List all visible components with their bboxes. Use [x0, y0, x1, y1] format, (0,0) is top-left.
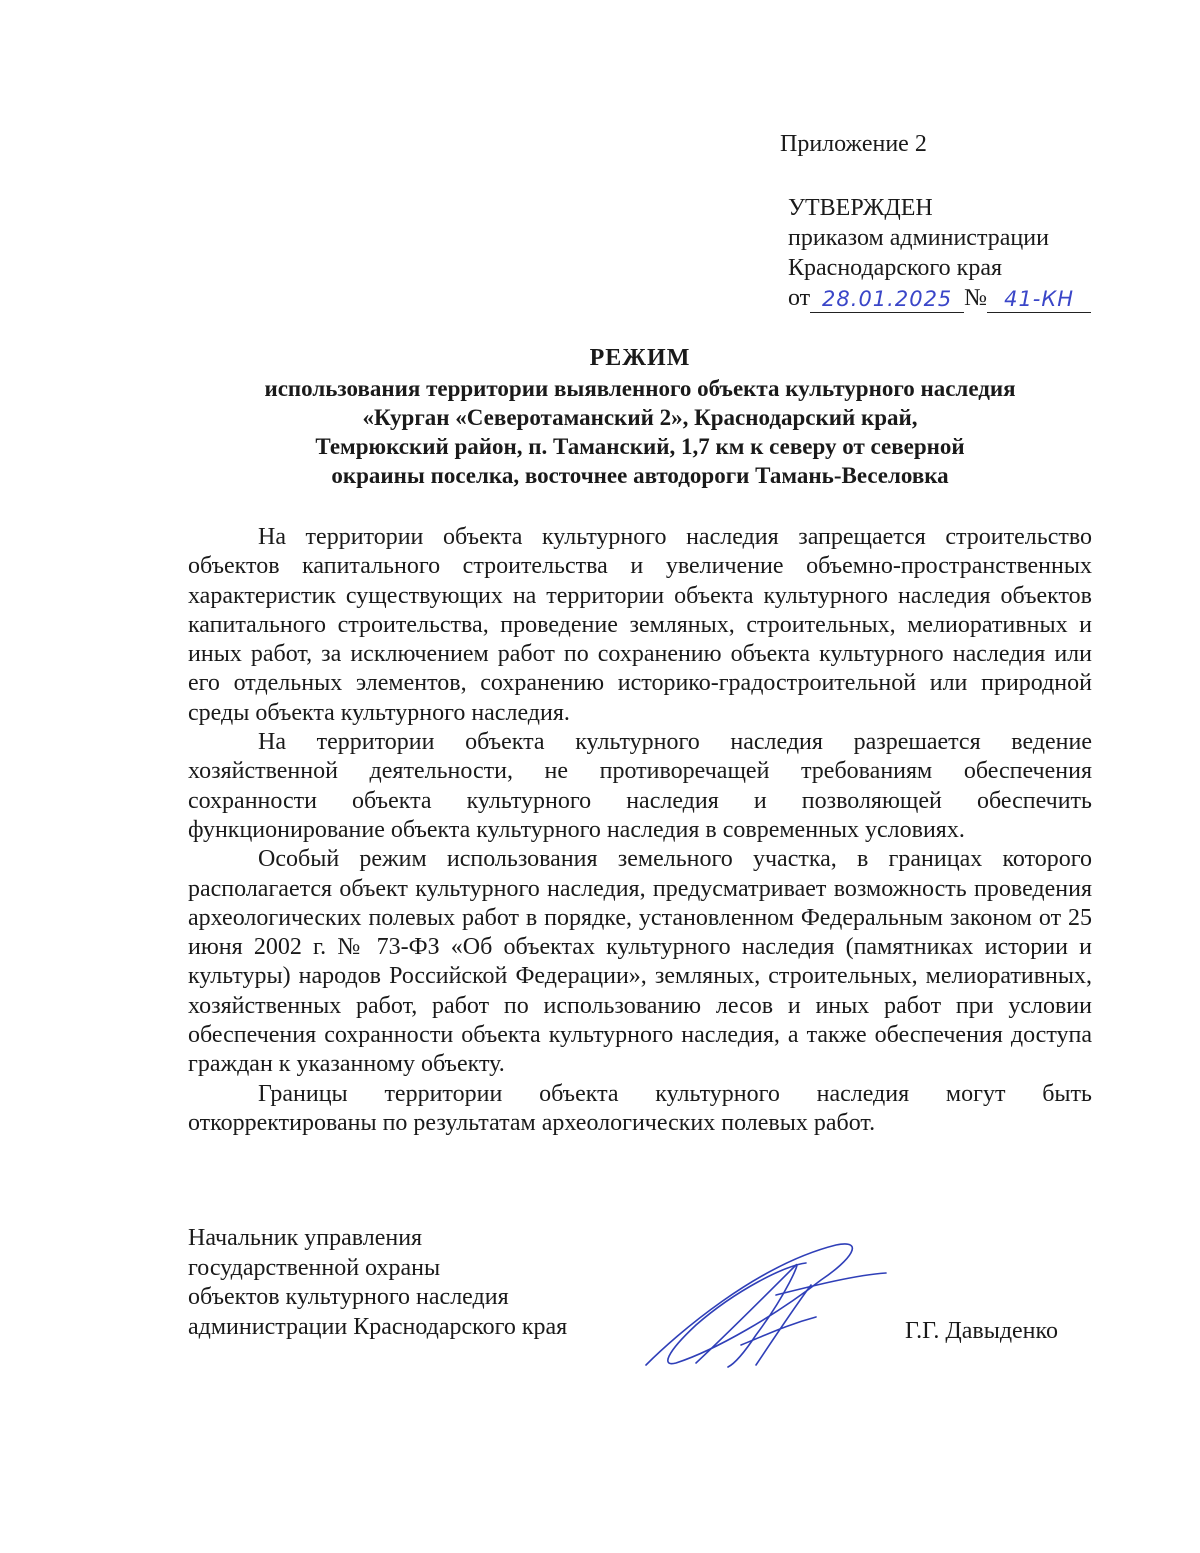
body-paragraph: Особый режим использования земельного участка, в границах которого располагается объект культурного наследия, предусматривает возможность проведения археологических полевых работ в порядке, установленном Федеральным законом от 25 июня 2002 г. № 73-ФЗ «Об объектах культурного наследия (памятниках истории и культуры) народов Российской Федерации», земляных, строительных, мелиоративных, хозяйственных работ, работ по использованию лесов и иных работ при условии обеспечения сохранности объекта культурного наследия, а также обеспечения доступа граждан к указанному объекту. [188, 846, 1092, 1078]
document-title [188, 344, 1092, 490]
signatory-position [188, 1224, 567, 1342]
handwritten-signature [636, 1225, 896, 1375]
signer-name: Г.Г. Давыденко [905, 1318, 1058, 1344]
approval-number-label: № [964, 285, 988, 311]
signatory-line: государственной охраны [188, 1254, 441, 1281]
body-paragraph: На территории объекта культурного наследия запрещается строительство объектов капитального строительства и увеличение объемно-пространственных характеристик существующих на территории объекта культурного наследия объектов капитального строительства, проведение земляных, строительных, мелиоративных и иных работ, за исключением работ по сохранению объекта культурного наследия или его отдельных элементов, сохранению историко-градостроительной или природной среды объекта культурного наследия. [188, 524, 1092, 726]
title-line: окраины поселка, восточнее автодороги Тамань-Веселовка [331, 463, 949, 488]
signatory-line: Начальник управления [188, 1225, 423, 1251]
approval-date-handwritten: 28.01.2025 [810, 286, 964, 313]
body-paragraph: Границы территории объекта культурного наследия могут быть откорректированы по результатам археологических полевых работ. [188, 1080, 1092, 1136]
approval-order-text: приказом администрации [788, 225, 1049, 251]
approval-number-handwritten: 41-КН [987, 286, 1091, 313]
title-line: Темрюкский район, п. Таманский, 1,7 км к северу от северной [315, 434, 965, 459]
signatory-line: объектов культурного наследия [188, 1284, 509, 1310]
document-body [188, 523, 1092, 1138]
approval-title: УТВЕРЖДЕН [788, 195, 933, 221]
title-line: «Курган «Северотаманский 2», Краснодарский край, [362, 405, 918, 430]
appendix-label: Приложение 2 [780, 131, 927, 157]
approval-stamp [788, 193, 1091, 313]
body-paragraph: На территории объекта культурного наследия разрешается ведение хозяйственной деятельности, не противоречащей требованиям обеспечения сохранности объекта культурного наследия и позволяющей обеспечить функционирование объекта культурного наследия в современных условиях. [188, 729, 1092, 843]
approval-order-details [788, 283, 1091, 313]
title-main: РЕЖИМ [589, 345, 691, 371]
approval-from-label: от [788, 285, 811, 311]
title-line: использования территории выявленного объекта культурного наследия [264, 376, 1016, 401]
signatory-line: администрации Краснодарского края [188, 1313, 568, 1340]
approval-region: Краснодарского края [788, 255, 1003, 281]
